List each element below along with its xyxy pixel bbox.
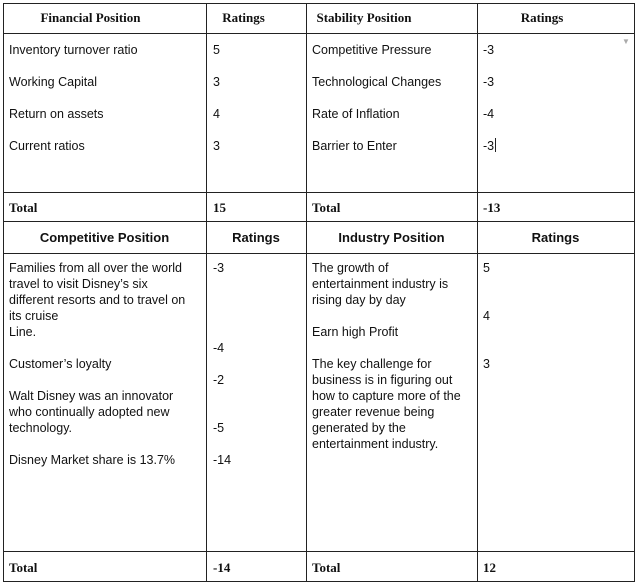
table-border	[3, 192, 635, 193]
table-border	[3, 253, 635, 254]
text-line: technology.	[9, 421, 73, 435]
text-line: entertainment industry.	[312, 437, 439, 451]
financial-item: Inventory turnover ratio	[9, 43, 138, 57]
table-border	[3, 551, 635, 552]
competitive-rating: -4	[213, 341, 225, 355]
competitive-item	[9, 452, 175, 468]
stability-rating-value[interactable]: -3	[483, 139, 495, 153]
stability-item: Technological Changes	[312, 75, 442, 89]
financial-item: Current ratios	[9, 139, 85, 153]
financial-item: Return on assets	[9, 107, 104, 121]
text-line: The key challenge for	[312, 357, 432, 371]
text-line: Line.	[9, 325, 37, 339]
header-ratings: Ratings	[520, 10, 564, 25]
industry-rating: 3	[483, 357, 490, 371]
header-ratings: Ratings	[222, 10, 265, 25]
total-value: -14	[213, 560, 231, 575]
stability-item: Competitive Pressure	[312, 43, 432, 57]
text-line: The growth of	[312, 261, 389, 275]
table-border	[477, 3, 478, 582]
text-line: generated by the	[312, 421, 406, 435]
total-label: Total	[9, 200, 38, 215]
competitive-rating: -14	[213, 453, 232, 467]
competitive-rating: -5	[213, 421, 225, 435]
header-ratings: Ratings	[531, 230, 580, 245]
table-border	[3, 3, 635, 4]
stability-rating[interactable]: -3	[483, 43, 495, 57]
text-line: who continually adopted new	[9, 405, 170, 419]
text-line: Customer’s loyalty	[9, 357, 112, 371]
text-line: entertainment industry is	[312, 277, 449, 291]
text-line: different resorts and to travel on	[9, 293, 186, 307]
financial-rating: 3	[213, 139, 220, 153]
position-table	[3, 3, 635, 582]
industry-item	[312, 260, 476, 308]
competitive-rating: -2	[213, 373, 225, 387]
header-stability-position: Stability Position	[316, 10, 412, 25]
financial-rating: 3	[213, 75, 220, 89]
text-line: Walt Disney was an innovator	[9, 389, 174, 403]
stability-rating[interactable]: -3	[483, 75, 495, 89]
industry-item	[312, 324, 398, 340]
total-label: Total	[312, 200, 341, 215]
total-value: 15	[213, 200, 226, 215]
header-financial-position: Financial Position	[40, 10, 141, 25]
total-label: Total	[9, 560, 38, 575]
text-cursor	[495, 138, 496, 152]
text-line: greater revenue being	[312, 405, 435, 419]
text-line: travel to visit Disney’s six	[9, 277, 148, 291]
competitive-item	[9, 388, 204, 436]
header-industry-position: Industry Position	[338, 230, 445, 245]
header-ratings: Ratings	[232, 230, 280, 245]
table-border	[206, 3, 207, 582]
industry-rating: 4	[483, 309, 490, 323]
total-value: 12	[483, 560, 496, 575]
table-border	[3, 33, 635, 34]
total-value: -13	[483, 200, 501, 215]
financial-item: Working Capital	[9, 75, 98, 89]
dropdown-arrow-icon[interactable]: ▼	[622, 37, 630, 46]
table-border	[634, 3, 635, 582]
industry-item	[312, 356, 476, 452]
stability-item: Barrier to Enter	[312, 139, 397, 153]
header-competitive-position: Competitive Position	[39, 230, 170, 245]
table-border	[3, 221, 635, 222]
stability-rating[interactable]: -4	[483, 107, 495, 121]
competitive-rating: -3	[213, 261, 225, 275]
text-line: Earn high Profit	[312, 325, 399, 339]
text-line: rising day by day	[312, 293, 406, 307]
text-line: Disney Market share is 13.7%	[9, 453, 176, 467]
table-border	[3, 581, 635, 582]
text-line: how to capture more of the	[312, 389, 461, 403]
financial-rating: 5	[213, 43, 220, 57]
competitive-item	[9, 260, 204, 340]
competitive-item	[9, 356, 111, 372]
table-border	[306, 3, 307, 582]
text-line: Families from all over the world	[9, 261, 182, 275]
stability-rating-editing[interactable]	[483, 138, 496, 154]
stability-item: Rate of Inflation	[312, 107, 400, 121]
table-border	[3, 3, 4, 582]
financial-rating: 4	[213, 107, 220, 121]
text-line: business is in figuring out	[312, 373, 453, 387]
total-label: Total	[312, 560, 341, 575]
text-line: its cruise	[9, 309, 59, 323]
industry-rating: 5	[483, 261, 490, 275]
